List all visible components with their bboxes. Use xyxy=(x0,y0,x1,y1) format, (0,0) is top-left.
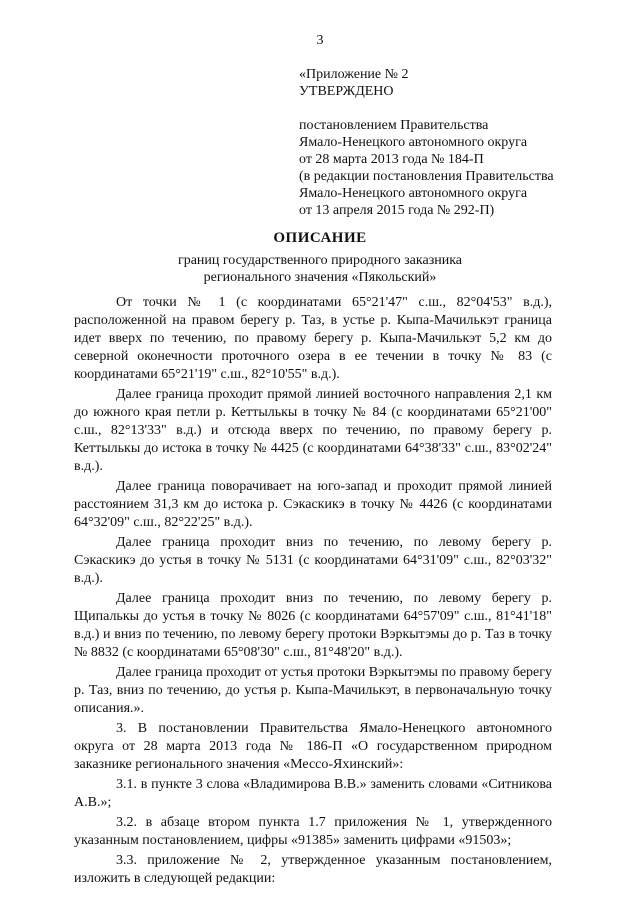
document-title: ОПИСАНИЕ xyxy=(273,230,367,246)
paragraph: Далее граница проходит прямой линией восточного направления 2,1 км до южного края петли р. Кеттылькы в точку № 84 (с координатами 65°21'00" с.ш., 82°13'33" в.д.) и отсюда вверх по течению, по правому берегу р. Кеттылькы до истока в точку № 4425 (с координатами 64°38'33" с.ш., 83°02'24" в.д.). xyxy=(74,387,552,474)
approval-line: (в редакции постановления Правительства xyxy=(299,169,554,184)
appendix-label: «Приложение № 2 xyxy=(299,67,409,82)
paragraph: 3.1. в пункте 3 слова «Владимирова В.В.» заменить словами «Ситникова А.В.»; xyxy=(74,777,552,810)
approval-line: от 13 апреля 2015 года № 292-П) xyxy=(299,203,495,218)
paragraph: Далее граница проходит вниз по течению, по левому берегу р. Щипалькы до устья в точку № 8026 (с координатами 64°57'09" с.ш., 81°41'18" в.д.) и вниз по течению, по левому берегу протоки Вэркытэмы до р. Таз в точку № 8832 (с координатами 65°08'30" с.ш., 81°48'20" в.д.). xyxy=(74,591,552,660)
paragraph: От точки № 1 (с координатами 65°21'47" с.ш., 82°04'53" в.д.), расположенной на правом берегу р. Таз, в устье р. Кыпа-Мачилькэт граница идет вверх по течению, по правому берегу р. Кыпа-Мачилькэт 5,2 км до северной оконечности проточного озера в ее течении в точку № 83 (с координатами 65°21'19" с.ш., 82°10'55" в.д.). xyxy=(74,295,552,382)
paragraph: Далее граница проходит от устья протоки Вэркытэмы по правому берегу р. Таз, вниз по течению, до устья р. Кыпа-Мачилькэт, в первоначальную точку описания.». xyxy=(74,665,552,716)
page-number: 3 xyxy=(316,33,324,48)
approval-line: Ямало-Ненецкого автономного округа xyxy=(299,135,528,150)
paragraph: Далее граница поворачивает на юго-запад и проходит прямой линией расстоянием 31,3 км до истока р. Сэкаскикэ в точку № 4426 (с координатами 64°32'09" с.ш., 82°22'25" в.д.). xyxy=(74,479,552,530)
document-subtitle: границ государственного природного заказника xyxy=(177,253,463,268)
paragraph: 3. В постановлении Правительства Ямало-Ненецкого автономного округа от 28 марта 2013 года № 186-П «О государственном природном заказнике регионального значения «Мессо-Яхинский»: xyxy=(74,721,552,772)
paragraph: 3.3. приложение № 2, утвержденное указанным постановлением, изложить в следующей редакции: xyxy=(74,853,552,886)
approval-line: от 28 марта 2013 года № 184-П xyxy=(299,152,484,167)
approval-line: Ямало-Ненецкого автономного округа xyxy=(299,186,528,201)
approval-line: постановлением Правительства xyxy=(299,118,489,133)
paragraph: Далее граница проходит вниз по течению, по левому берегу р. Сэкаскикэ до устья в точку № 5131 (с координатами 64°31'09" с.ш., 82°03'32" в.д.). xyxy=(74,535,552,586)
document-body xyxy=(74,294,552,890)
paragraph: 3.2. в абзаце втором пункта 1.7 приложения № 1, утвержденного указанным постановлением, цифры «91385» заменить цифрами «91503»; xyxy=(74,815,552,848)
approved-label: УТВЕРЖДЕНО xyxy=(299,84,394,99)
document-subtitle: регионального значения «Пякольский» xyxy=(203,270,437,285)
approval-block xyxy=(299,66,619,219)
